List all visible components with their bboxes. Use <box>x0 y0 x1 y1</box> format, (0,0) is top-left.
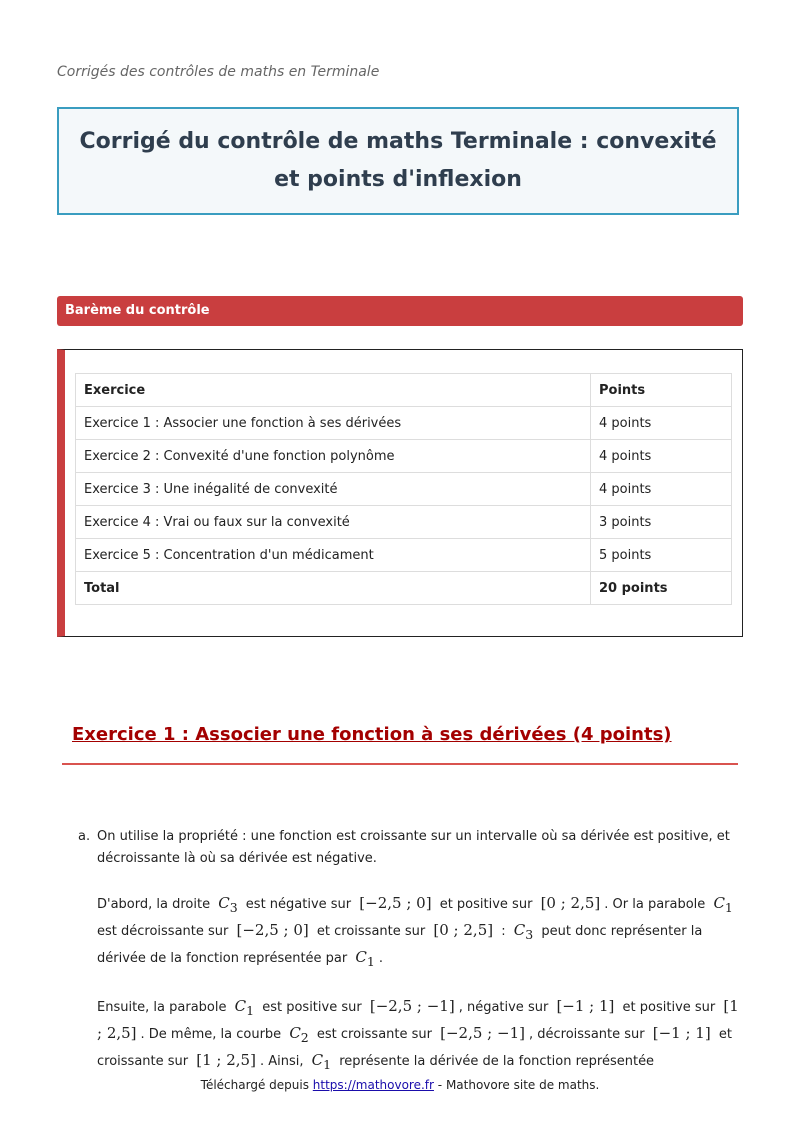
table-row <box>76 473 732 506</box>
text: et positive sur <box>439 897 533 912</box>
exercice-cell: Exercice 2 : Convexité d'une fonction polynôme <box>76 440 591 473</box>
text: est croissante sur <box>316 1027 432 1042</box>
math-c1: $C_1$ <box>355 948 375 969</box>
points-cell: 4 points <box>591 440 732 473</box>
text: , négative sur <box>458 1000 549 1015</box>
text: : <box>501 924 506 939</box>
math-interval: [−2,5 ; −1] <box>440 1024 525 1042</box>
bareme-table <box>75 373 732 605</box>
math-interval: [1 ; 2,5] <box>196 1051 256 1069</box>
table-header-row <box>76 374 732 407</box>
title-box <box>57 107 739 215</box>
text: . De même, la courbe <box>140 1027 282 1042</box>
exercice-cell: Exercice 3 : Une inégalité de convexité <box>76 473 591 506</box>
exercise1-title: Exercice 1 : Associer une fonction à ses dérivées (4 points) <box>72 724 672 745</box>
total-points: 20 points <box>591 572 732 605</box>
footer-suffix: - Mathovore site de maths. <box>437 1078 600 1092</box>
text: . <box>378 951 383 966</box>
item-label: a. <box>78 829 91 844</box>
exercice-cell: Exercice 4 : Vrai ou faux sur la convexité <box>76 506 591 539</box>
text: et croissante sur <box>316 924 426 939</box>
text: Ensuite, la parabole <box>97 1000 227 1015</box>
math-c2: $C_2$ <box>289 1024 309 1045</box>
table-row <box>76 539 732 572</box>
points-cell: 4 points <box>591 473 732 506</box>
bareme-heading: Barème du contrôle <box>57 296 743 326</box>
math-interval: [−2,5 ; 0] <box>236 921 309 939</box>
exercice-cell: Exercice 1 : Associer une fonction à ses dérivées <box>76 407 591 440</box>
math-c1: $C_1$ <box>311 1051 332 1072</box>
text: D'abord, la droite <box>97 897 211 912</box>
footer <box>0 1078 800 1092</box>
breadcrumb: Corrigés des contrôles de maths en Terminale <box>57 64 380 80</box>
points-cell: 3 points <box>591 506 732 539</box>
math-interval: [−1 ; 1] <box>652 1024 711 1042</box>
total-label: Total <box>76 572 591 605</box>
math-c3: $C_3$ <box>218 894 238 915</box>
text: est positive sur <box>262 1000 362 1015</box>
paragraph-2 <box>97 892 748 973</box>
math-c1: $C_1$ <box>234 997 255 1018</box>
page-title: Corrigé du contrôle de maths Terminale : convexité et points d'inflexion <box>79 129 717 192</box>
text: . Ainsi, <box>259 1054 304 1069</box>
math-interval: [0 ; 2,5] <box>433 921 494 939</box>
math-interval: [−1 ; 1] <box>556 997 615 1015</box>
text: est décroissante sur <box>97 924 229 939</box>
text: peut donc représenter la dérivée de la fonction représentée par <box>97 924 703 966</box>
column-header-points: Points <box>591 374 732 407</box>
paragraph-3 <box>97 995 748 1076</box>
exercise1-content <box>78 826 748 1098</box>
column-header-exercice: Exercice <box>76 374 591 407</box>
table-total-row <box>76 572 732 605</box>
text: , décroissante sur <box>528 1027 645 1042</box>
math-interval: [−2,5 ; −1] <box>369 997 455 1015</box>
text: et croissante sur <box>97 1027 732 1069</box>
text: . Or la parabole <box>604 897 706 912</box>
table-row <box>76 506 732 539</box>
math-c3: $C_3$ <box>513 921 534 942</box>
footer-link[interactable]: https://mathovore.fr <box>312 1078 434 1092</box>
text: et positive sur <box>622 1000 716 1015</box>
math-interval: [−2,5 ; 0] <box>359 894 432 912</box>
text: est négative sur <box>245 897 352 912</box>
exercice-cell: Exercice 5 : Concentration d'un médicament <box>76 539 591 572</box>
math-interval: [0 ; 2,5] <box>540 894 601 912</box>
points-cell: 4 points <box>591 407 732 440</box>
points-cell: 5 points <box>591 539 732 572</box>
item-body <box>97 826 748 1076</box>
math-interval: [1 ; 2,5] <box>97 997 739 1042</box>
paragraph-intro: On utilise la propriété : une fonction est croissante sur un intervalle où sa dérivée est positive, et décroissante là où sa dérivée est négative. <box>97 829 730 866</box>
table-row <box>76 407 732 440</box>
bareme-box <box>57 349 743 637</box>
math-c1: $C_1$ <box>713 894 733 915</box>
footer-prefix: Téléchargé depuis <box>200 1078 309 1092</box>
section-divider <box>62 763 738 765</box>
table-row <box>76 440 732 473</box>
text: représente la dérivée de la fonction représentée <box>339 1054 655 1069</box>
